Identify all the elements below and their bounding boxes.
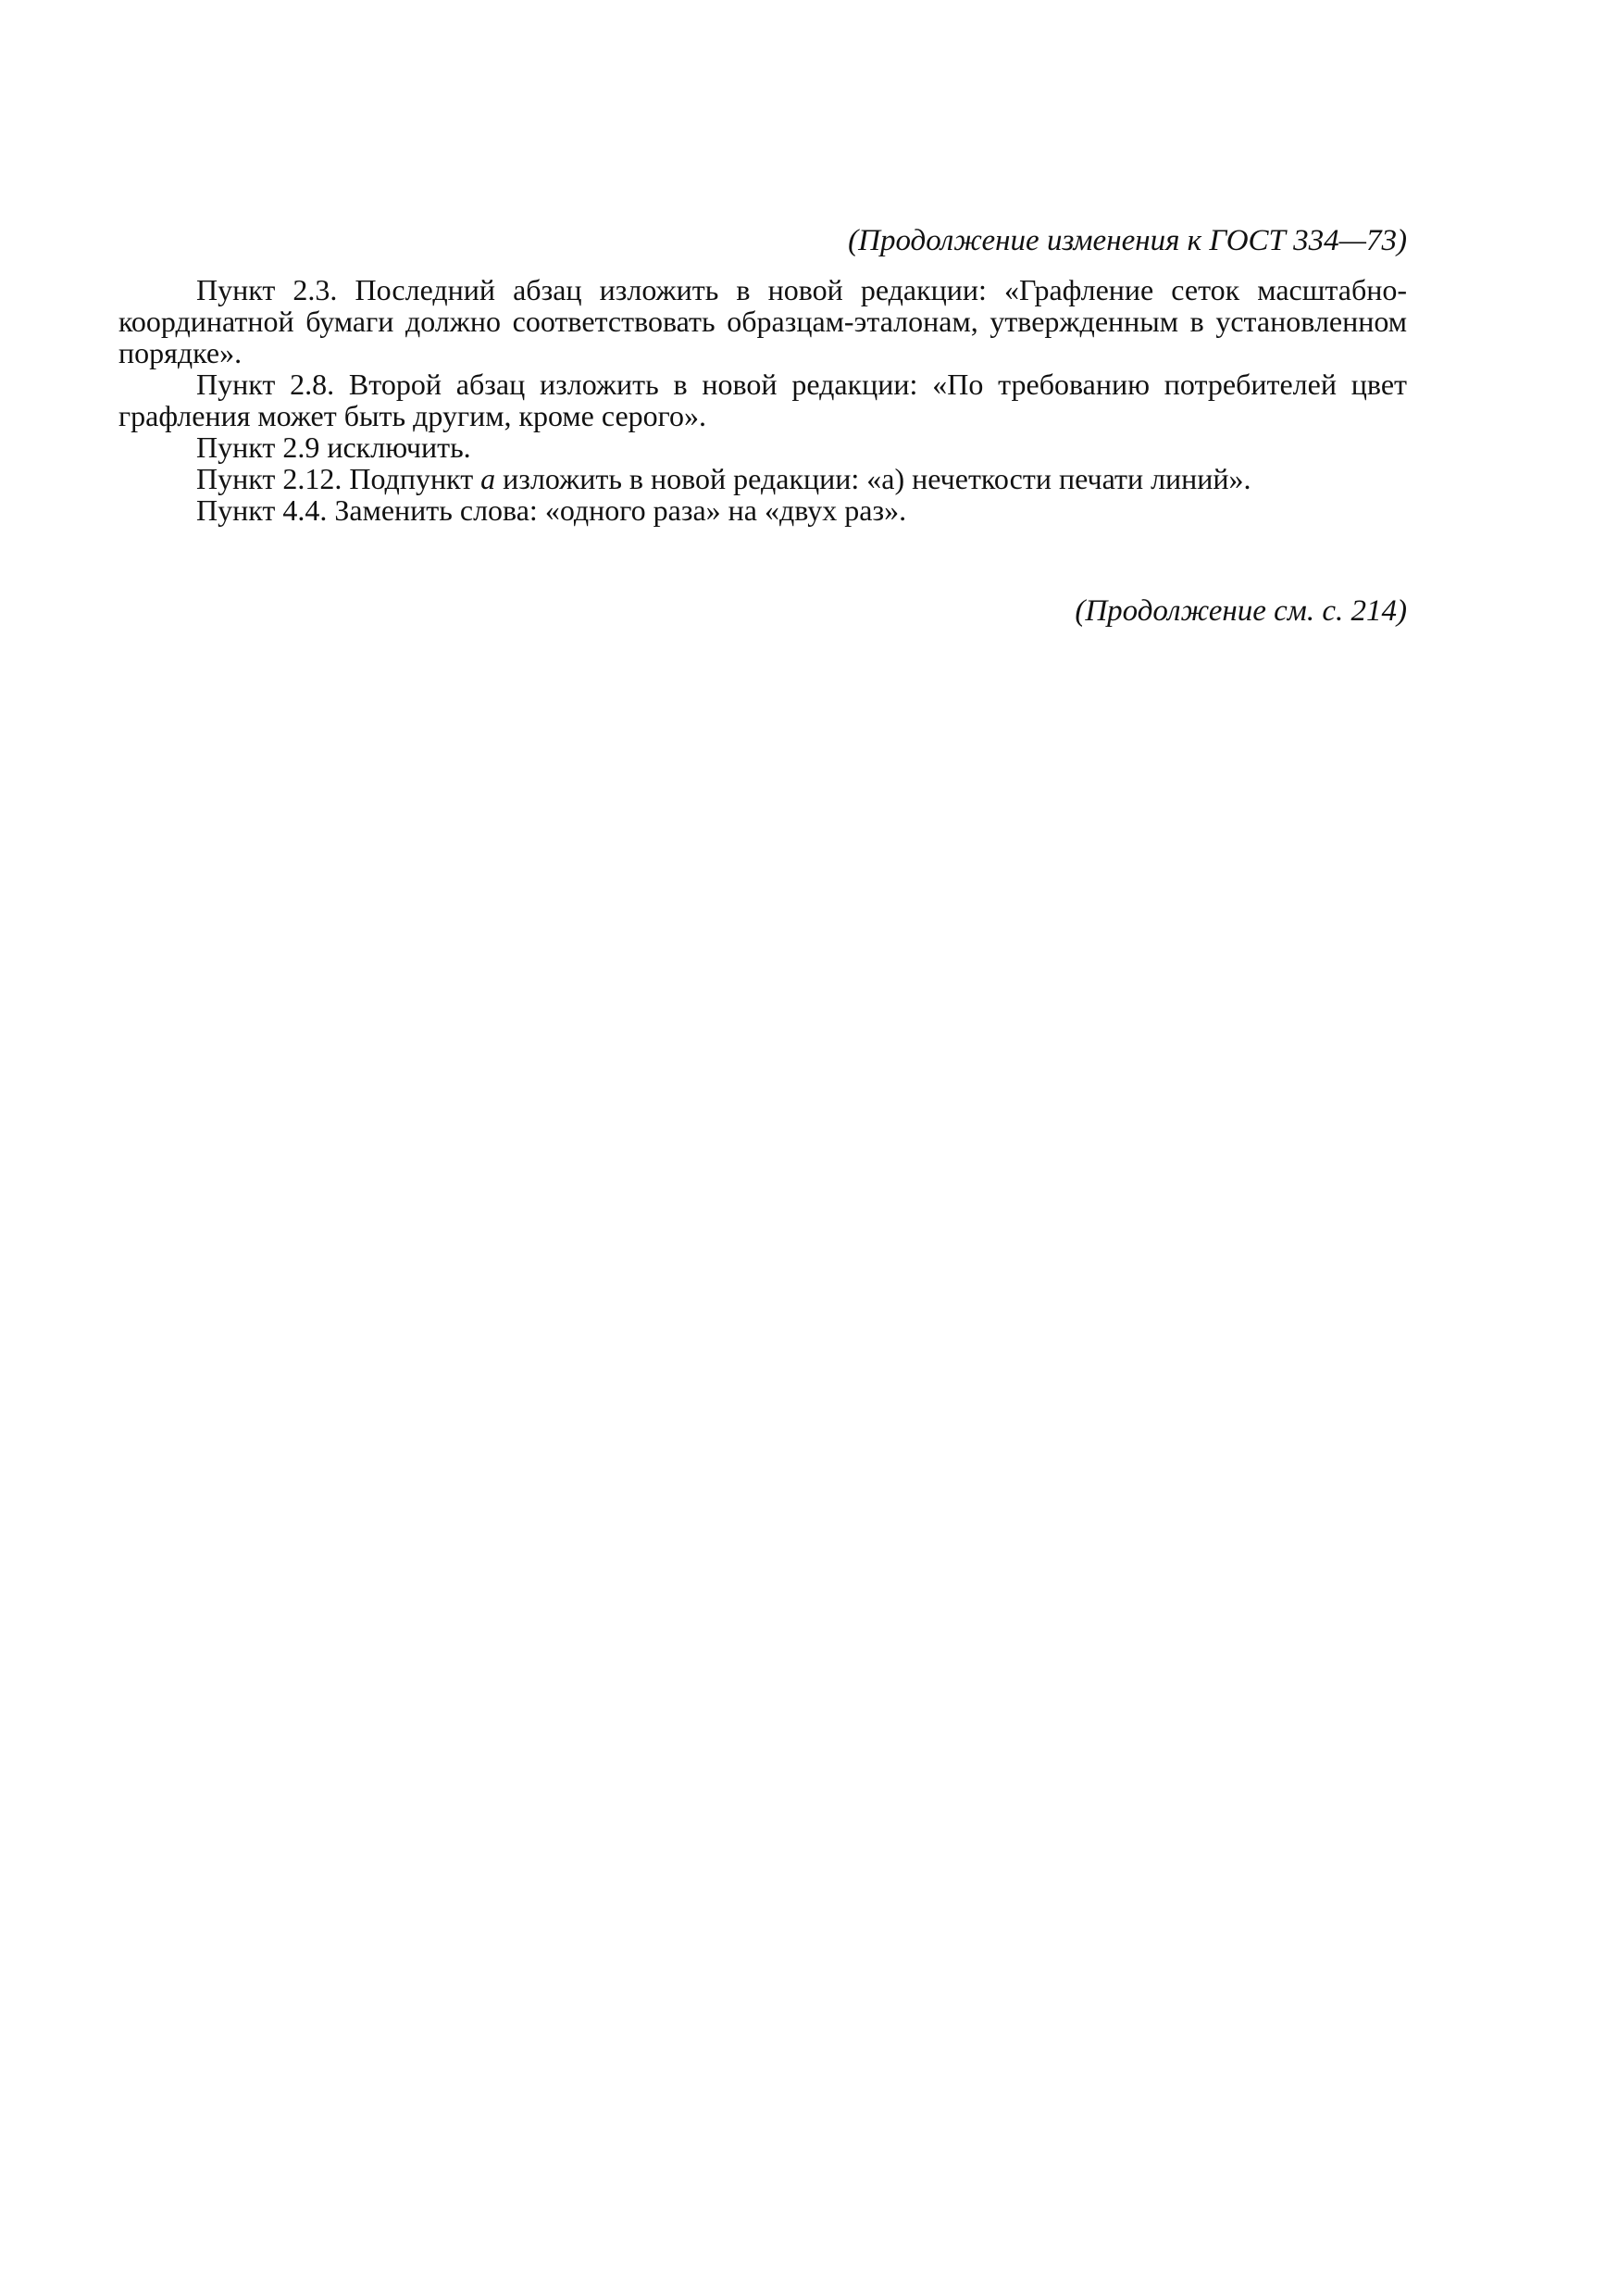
footer-continuation-note: (Продолжение см. с. 214) [1075,594,1407,628]
paragraph-item-2-3: Пункт 2.3. Последний абзац изложить в новой редакции: «Графление сеток масштабно-координатной бумаги должно соответствовать образцам-эталонам, утвержденным в установленном порядке». [118,273,1407,369]
paragraph-item-2-12 [118,463,1407,494]
paragraph-item-2-12-subitem-letter: а [480,462,496,495]
paragraph-item-2-12-before: Пункт 2.12. Подпункт [196,462,481,495]
amendment-body [118,274,1407,526]
paragraph-item-2-8: Пункт 2.8. Второй абзац изложить в новой редакции: «По требованию потребителей цвет графления может быть другим, кроме серого». [118,368,1407,432]
header-continuation-note: (Продолжение изменения к ГОСТ 334—73) [848,224,1407,257]
paragraph-item-2-12-after: изложить в новой редакции: «а) нечеткости печати линий». [495,462,1251,495]
paragraph-item-2-9: Пункт 2.9 исключить. [196,430,471,464]
paragraph-item-4-4: Пункт 4.4. Заменить слова: «одного раза» на «двух раз». [196,493,907,527]
